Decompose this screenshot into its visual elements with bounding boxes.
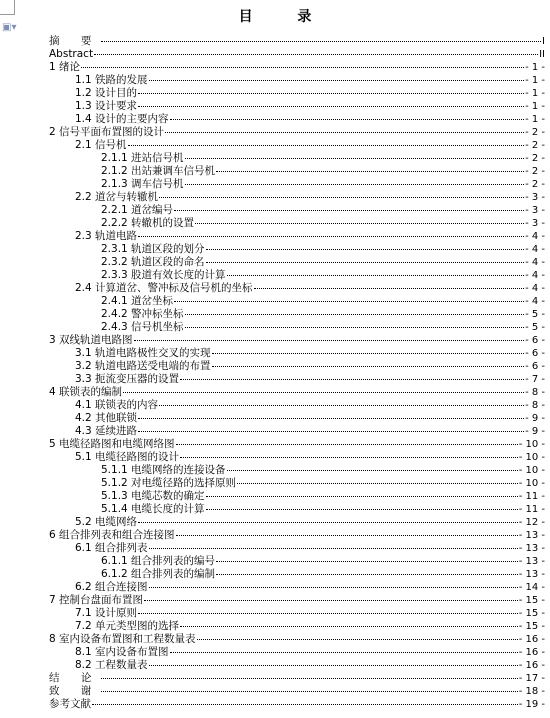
toc-entry[interactable] bbox=[49, 204, 545, 217]
toc-dot-leader bbox=[138, 236, 524, 237]
toc-entry-page-number: - 4 - bbox=[525, 244, 545, 255]
toc-dot-leader bbox=[212, 366, 525, 367]
toc-dot-leader bbox=[212, 353, 525, 354]
toc-entry[interactable] bbox=[49, 74, 545, 87]
toc-entry[interactable] bbox=[49, 113, 545, 126]
toc-entry-page-number: - 13 - bbox=[518, 556, 545, 567]
toc-entry[interactable] bbox=[49, 620, 545, 633]
toc-entry[interactable] bbox=[49, 139, 545, 152]
toc-dot-leader bbox=[180, 379, 524, 380]
toc-entry-label: 5 电缆径路图和电缆网络图 bbox=[49, 438, 175, 450]
toc-dot-leader bbox=[165, 132, 524, 133]
toc-entry-label: Abstract bbox=[49, 48, 94, 60]
toc-entry[interactable] bbox=[49, 529, 545, 542]
toc-entry-page-number: - 13 - bbox=[518, 569, 545, 580]
toc-entry[interactable] bbox=[49, 399, 545, 412]
toc-entry[interactable] bbox=[49, 594, 545, 607]
toc-entry-label: 2 信号平面布置图的设计 bbox=[49, 126, 165, 138]
toc-entry-page-number: - 15 - bbox=[518, 621, 545, 632]
toc-entry-page-number: - 10 - bbox=[518, 452, 545, 463]
toc-entry-label: 6 组合排列表和组合连接图 bbox=[49, 529, 175, 541]
toc-entry-page-number: - 6 - bbox=[525, 361, 545, 372]
toc-dot-leader bbox=[254, 288, 525, 289]
toc-dot-leader bbox=[149, 80, 525, 81]
toc-entry-label: 2.4.2 警冲标坐标 bbox=[101, 308, 184, 320]
toc-entry-label: 3 双线轨道电路图 bbox=[49, 334, 133, 346]
toc-entry[interactable] bbox=[49, 646, 545, 659]
toc-entry-label: 5.1.1 电缆网络的连接设备 bbox=[101, 464, 226, 476]
toc-entry[interactable] bbox=[49, 282, 545, 295]
toc-entry-label: 3.1 轨道电路极性交叉的实现 bbox=[75, 347, 211, 359]
toc-entry-label: 1.1 铁路的发展 bbox=[75, 74, 148, 86]
toc-entry-label: 1 绪论 bbox=[49, 61, 81, 73]
toc-dot-leader bbox=[159, 197, 524, 198]
toc-entry-label: 7.2 单元类型图的选择 bbox=[75, 620, 180, 632]
toc-entry-label: 4 联锁表的编制 bbox=[49, 386, 123, 398]
toc-entry[interactable] bbox=[49, 217, 545, 230]
toc-entry[interactable] bbox=[49, 321, 545, 334]
toc-dot-leader bbox=[180, 457, 518, 458]
toc-entry-page-number: I bbox=[542, 36, 545, 47]
toc-entry[interactable] bbox=[49, 386, 545, 399]
toc-entry-label: 1.3 设计要求 bbox=[75, 100, 138, 112]
toc-entry-page-number: - 4 - bbox=[525, 270, 545, 281]
toc-dot-leader bbox=[216, 574, 518, 575]
toc-entry-label: 8 室内设备布置图和工程数量表 bbox=[49, 633, 196, 645]
toc-entry-page-number: - 13 - bbox=[518, 543, 545, 554]
toc-entry-page-number: - 1 - bbox=[525, 101, 545, 112]
toc-entry-page-number: - 10 - bbox=[518, 439, 545, 450]
toc-dot-leader bbox=[176, 444, 518, 445]
toc-entry-label: 5.1.2 对电缆径路的选择原则 bbox=[101, 477, 237, 489]
toc-dot-leader bbox=[185, 184, 525, 185]
toc-dot-leader bbox=[144, 600, 518, 601]
toc-entry-page-number: - 1 - bbox=[525, 114, 545, 125]
toc-entry-page-number: - 3 - bbox=[525, 192, 545, 203]
toc-entry-label: 6.2 组合连接图 bbox=[75, 581, 148, 593]
toc-dot-leader bbox=[206, 496, 518, 497]
toc-entry-label: 3.2 轨道电路送受电端的布置 bbox=[75, 360, 211, 372]
toc-entry-page-number: - 4 - bbox=[525, 283, 545, 294]
toc-entry-label: 7 控制台盘面布置图 bbox=[49, 594, 144, 606]
toc-entry-page-number: - 15 - bbox=[518, 608, 545, 619]
toc-entry-page-number: - 4 - bbox=[525, 296, 545, 307]
toc-dot-leader bbox=[195, 223, 524, 224]
toc-entry-label: 2.3.3 股道有效长度的计算 bbox=[101, 269, 226, 281]
toc-entry-label: 2.2.1 道岔编号 bbox=[101, 204, 174, 216]
toc-entry-page-number: - 16 - bbox=[518, 660, 545, 671]
toc-entry-label: 摘 要 bbox=[49, 35, 101, 47]
toc-entry-page-number: - 1 - bbox=[525, 75, 545, 86]
toc-entry[interactable] bbox=[49, 87, 545, 100]
toc-dot-leader bbox=[149, 587, 518, 588]
toc-entry-page-number: - 6 - bbox=[525, 335, 545, 346]
toc-entry-label: 2.3.1 轨道区段的划分 bbox=[101, 243, 205, 255]
toc-dot-leader bbox=[170, 652, 518, 653]
toc-dot-leader bbox=[138, 106, 524, 107]
toc-dot-leader bbox=[138, 431, 524, 432]
toc-entry[interactable] bbox=[49, 48, 545, 61]
toc-entry[interactable] bbox=[49, 542, 545, 555]
toc-entry-label: 2.3 轨道电路 bbox=[75, 230, 138, 242]
toc-entry-label: 5.2 电缆网络 bbox=[75, 516, 138, 528]
toc-dot-leader bbox=[180, 626, 518, 627]
toc-entry[interactable] bbox=[49, 230, 545, 243]
toc-entry-page-number: - 9 - bbox=[525, 426, 545, 437]
toc-entry[interactable] bbox=[49, 191, 545, 204]
toc-entry-label: 1.4 设计的主要内容 bbox=[75, 113, 169, 125]
toc-entry-label: 4.1 联锁表的内容 bbox=[75, 399, 159, 411]
toc-dot-leader bbox=[174, 210, 524, 211]
toc-dot-leader bbox=[185, 327, 525, 328]
toc-entry-page-number: - 10 - bbox=[518, 478, 545, 489]
toc-entry-page-number: - 4 - bbox=[525, 257, 545, 268]
toc-entry-page-number: - 2 - bbox=[525, 166, 545, 177]
toc-entry-label: 2.4 计算道岔、警冲标及信号机的坐标 bbox=[75, 282, 253, 294]
toc-entry-label: 2.2 道岔与转辙机 bbox=[75, 191, 159, 203]
toc-dot-leader bbox=[197, 639, 518, 640]
toc-entry[interactable] bbox=[49, 659, 545, 672]
toc-dot-leader bbox=[134, 340, 525, 341]
toc-dot-leader bbox=[206, 509, 518, 510]
toc-entry-page-number: - 1 - bbox=[525, 88, 545, 99]
toc-entry-page-number: - 2 - bbox=[525, 179, 545, 190]
toc-entry-page-number: - 2 - bbox=[525, 140, 545, 151]
toc-entry-page-number: - 3 - bbox=[525, 218, 545, 229]
toc-entry-label: 2.1.2 出站兼调车信号机 bbox=[101, 165, 216, 177]
toc-entry[interactable] bbox=[49, 698, 545, 711]
toc-entry[interactable] bbox=[49, 165, 545, 178]
toc-entry-page-number: - 3 - bbox=[525, 205, 545, 216]
toc-entry[interactable] bbox=[49, 451, 545, 464]
toc-dot-leader bbox=[237, 483, 518, 484]
toc-dot-leader bbox=[206, 262, 525, 263]
toc-entry-page-number: - 10 - bbox=[518, 465, 545, 476]
toc-entry[interactable] bbox=[49, 126, 545, 139]
toc-dot-leader bbox=[227, 275, 525, 276]
toc-dot-leader bbox=[81, 67, 524, 68]
toc-dot-leader bbox=[227, 470, 518, 471]
toc-entry[interactable] bbox=[49, 516, 545, 529]
toc-dot-leader bbox=[149, 665, 518, 666]
toc-dot-leader bbox=[138, 93, 524, 94]
toc-entry[interactable] bbox=[49, 256, 545, 269]
toc-entry-label: 5.1.3 电缆芯数的确定 bbox=[101, 490, 205, 502]
toc-dot-leader bbox=[138, 418, 524, 419]
toc-entry-page-number: - 13 - bbox=[518, 530, 545, 541]
toc-entry[interactable] bbox=[49, 464, 545, 477]
toc-dot-leader bbox=[138, 522, 518, 523]
toc-dot-leader bbox=[206, 249, 525, 250]
toc-dot-leader bbox=[216, 561, 518, 562]
toc-dot-leader bbox=[185, 158, 525, 159]
toc-entry-page-number: - 6 - bbox=[525, 348, 545, 359]
toc-entry-label: 6.1.1 组合排列表的编号 bbox=[101, 555, 216, 567]
toc-entry-page-number: - 12 - bbox=[518, 517, 545, 528]
toc-entry-page-number: - 14 - bbox=[518, 582, 545, 593]
toc-dot-leader bbox=[94, 54, 538, 55]
table-of-contents bbox=[49, 35, 545, 711]
toc-entry-page-number: - 16 - bbox=[518, 647, 545, 658]
toc-dot-leader bbox=[138, 613, 518, 614]
toc-entry[interactable] bbox=[49, 568, 545, 581]
toc-entry-page-number: - 11 - bbox=[518, 504, 545, 515]
toc-entry-label: 4.2 其他联锁 bbox=[75, 412, 138, 424]
toc-dot-leader bbox=[123, 392, 524, 393]
toc-entry-page-number: - 7 - bbox=[525, 374, 545, 385]
toc-entry-label: 6.1 组合排列表 bbox=[75, 542, 148, 554]
toc-entry[interactable] bbox=[49, 152, 545, 165]
toc-entry[interactable] bbox=[49, 412, 545, 425]
toc-entry[interactable] bbox=[49, 373, 545, 386]
toc-dot-leader bbox=[159, 405, 524, 406]
toc-entry-page-number: - 5 - bbox=[525, 309, 545, 320]
toc-entry-page-number: - 9 - bbox=[525, 413, 545, 424]
toc-entry-label: 7.1 设计原则 bbox=[75, 607, 138, 619]
toc-entry[interactable] bbox=[49, 269, 545, 282]
toc-dot-leader bbox=[101, 691, 517, 692]
toc-entry-page-number: - 5 - bbox=[525, 322, 545, 333]
toc-entry-label: 致 谢 bbox=[49, 685, 101, 697]
toc-entry[interactable] bbox=[49, 334, 545, 347]
toc-entry-label: 8.2 工程数量表 bbox=[75, 659, 148, 671]
paragraph-anchor-icon: ▣▾ bbox=[2, 22, 17, 33]
toc-entry-label: 8.1 室内设备布置图 bbox=[75, 646, 169, 658]
toc-entry[interactable] bbox=[49, 347, 545, 360]
toc-entry[interactable] bbox=[49, 425, 545, 438]
toc-entry-label: 结 论 bbox=[49, 672, 101, 684]
toc-entry[interactable] bbox=[49, 243, 545, 256]
toc-entry[interactable] bbox=[49, 178, 545, 191]
toc-entry-label: 2.4.1 道岔坐标 bbox=[101, 295, 174, 307]
toc-entry[interactable] bbox=[49, 555, 545, 568]
toc-entry-label: 1.2 设计目的 bbox=[75, 87, 138, 99]
toc-entry-label: 2.2.2 转辙机的设置 bbox=[101, 217, 195, 229]
toc-entry-label: 2.4.3 信号机坐标 bbox=[101, 321, 184, 333]
toc-entry[interactable] bbox=[49, 477, 545, 490]
toc-entry[interactable] bbox=[49, 633, 545, 646]
toc-entry-page-number: - 4 - bbox=[525, 231, 545, 242]
toc-entry-page-number: - 8 - bbox=[525, 387, 545, 398]
toc-dot-leader bbox=[176, 535, 518, 536]
toc-entry-page-number: - 2 - bbox=[525, 153, 545, 164]
toc-entry[interactable] bbox=[49, 581, 545, 594]
toc-entry-page-number: - 1 - bbox=[525, 62, 545, 73]
toc-entry-label: 参考文献 bbox=[49, 698, 91, 710]
toc-entry[interactable] bbox=[49, 360, 545, 373]
toc-entry-page-number: - 16 - bbox=[518, 634, 545, 645]
toc-entry-page-number: - 18 - bbox=[518, 686, 545, 697]
toc-entry-label: 5.1 电缆径路图的设计 bbox=[75, 451, 180, 463]
toc-dot-leader bbox=[101, 41, 541, 42]
toc-entry-page-number: - 2 - bbox=[525, 127, 545, 138]
toc-entry[interactable] bbox=[49, 438, 545, 451]
toc-entry-label: 2.1.1 进站信号机 bbox=[101, 152, 184, 164]
toc-dot-leader bbox=[174, 301, 524, 302]
toc-dot-leader bbox=[216, 171, 524, 172]
toc-entry[interactable] bbox=[49, 61, 545, 74]
toc-entry[interactable] bbox=[49, 490, 545, 503]
toc-entry-page-number: - 19 - bbox=[518, 699, 545, 710]
toc-entry[interactable] bbox=[49, 607, 545, 620]
toc-entry[interactable] bbox=[49, 308, 545, 321]
toc-entry-label: 4.3 延续进路 bbox=[75, 425, 138, 437]
toc-entry-label: 6.1.2 组合排列表的编制 bbox=[101, 568, 216, 580]
toc-entry-label: 3.3 扼流变压器的设置 bbox=[75, 373, 180, 385]
toc-dot-leader bbox=[128, 145, 525, 146]
toc-dot-leader bbox=[185, 314, 525, 315]
toc-entry[interactable] bbox=[49, 685, 545, 698]
toc-entry-label: 2.3.2 轨道区段的命名 bbox=[101, 256, 205, 268]
toc-entry[interactable] bbox=[49, 35, 545, 48]
toc-entry[interactable] bbox=[49, 100, 545, 113]
toc-entry[interactable] bbox=[49, 672, 545, 685]
toc-entry-label: 2.1 信号机 bbox=[75, 139, 127, 151]
toc-entry[interactable] bbox=[49, 503, 545, 516]
toc-entry-page-number: II bbox=[539, 49, 545, 60]
toc-entry-page-number: - 8 - bbox=[525, 400, 545, 411]
toc-dot-leader bbox=[92, 704, 518, 705]
page-title: 目 录 bbox=[238, 9, 332, 25]
toc-dot-leader bbox=[170, 119, 525, 120]
toc-entry-page-number: - 17 - bbox=[518, 673, 545, 684]
toc-entry-page-number: - 15 - bbox=[518, 595, 545, 606]
toc-dot-leader bbox=[149, 548, 518, 549]
toc-dot-leader bbox=[101, 678, 517, 679]
toc-entry-label: 2.1.3 调车信号机 bbox=[101, 178, 184, 190]
toc-entry-page-number: - 11 - bbox=[518, 491, 545, 502]
toc-entry[interactable] bbox=[49, 295, 545, 308]
toc-entry-label: 5.1.4 电缆长度的计算 bbox=[101, 503, 205, 515]
